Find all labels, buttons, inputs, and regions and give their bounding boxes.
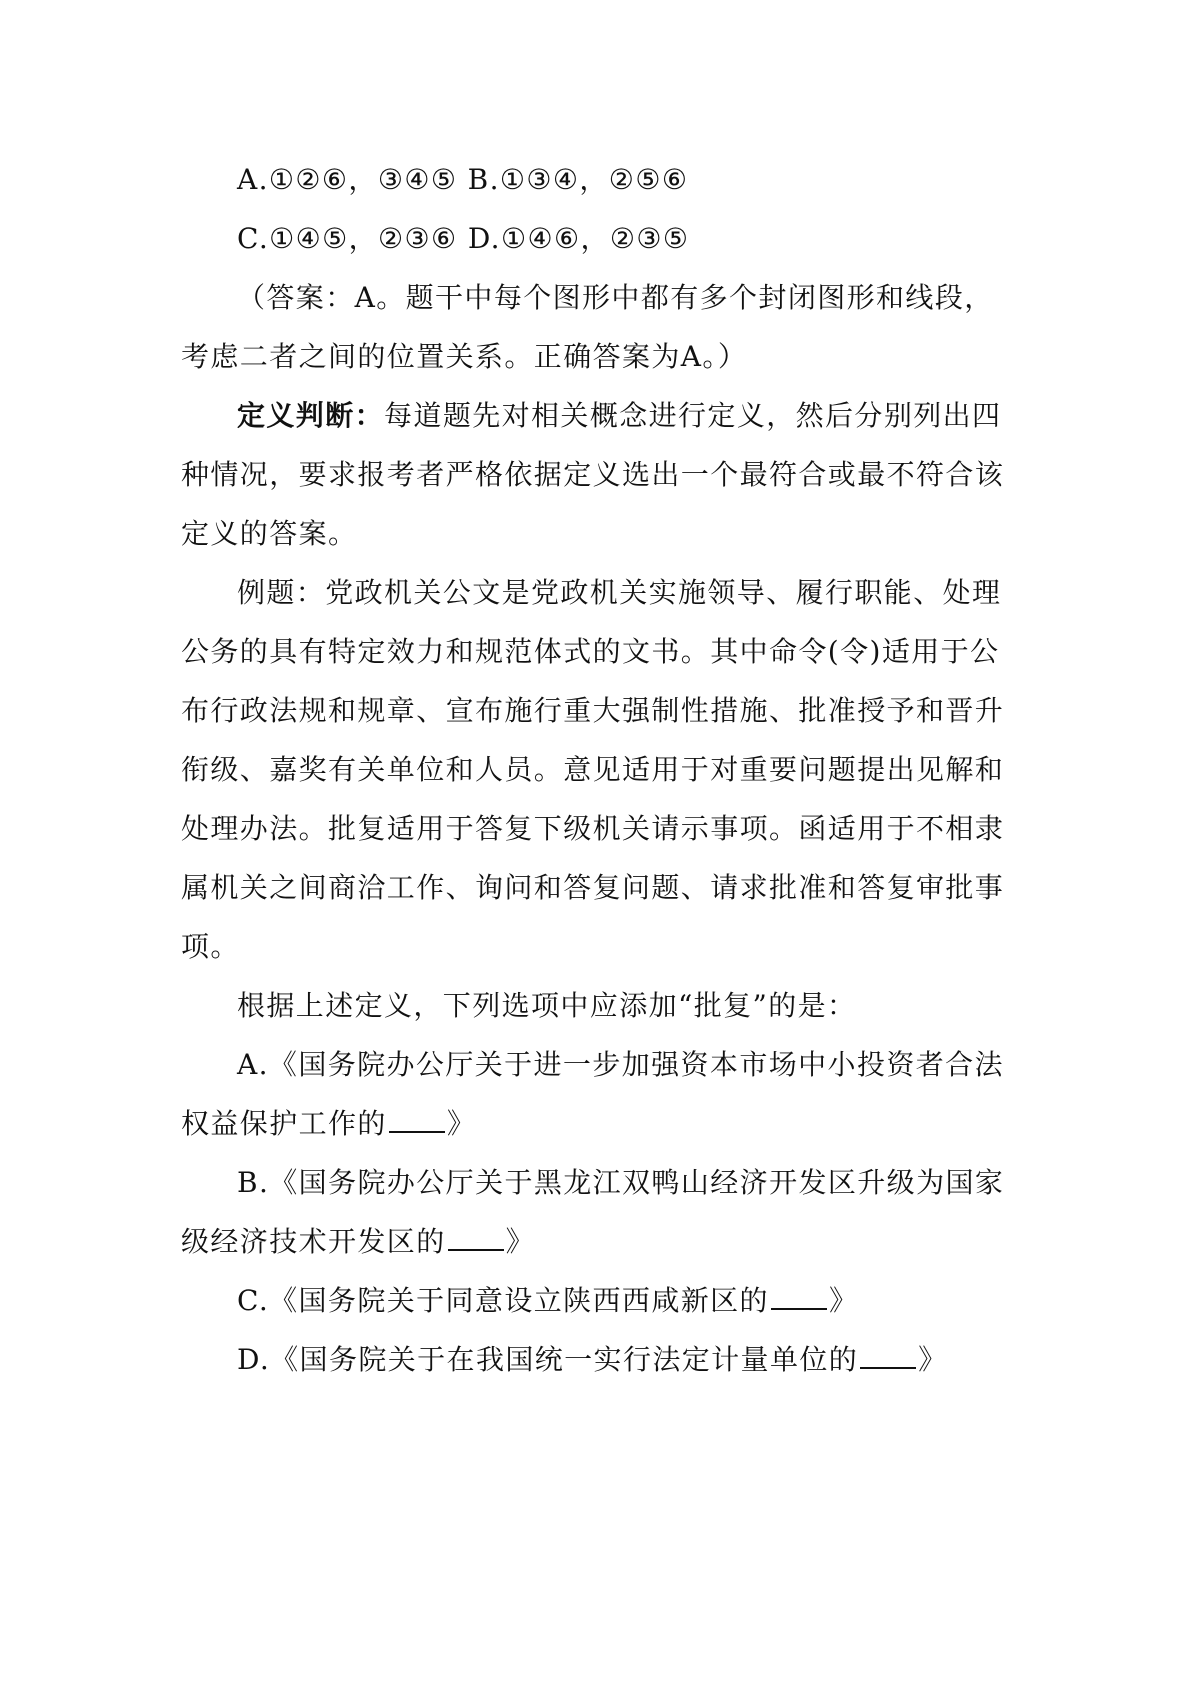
choice-d-close: 》	[918, 1343, 948, 1376]
choice-d	[181, 1330, 1011, 1389]
choice-c-close: 》	[828, 1284, 859, 1317]
previous-options-line-2: C.①④⑤，②③⑥ D.①④⑥，②③⑤	[237, 222, 690, 255]
definition-text: 每道题先对相关概念进行定义，然后分别列出四种情况，要求报考者严格依据定义选出一个最符合或最不符合该定义的答案。	[181, 399, 1005, 550]
choice-c	[181, 1271, 1011, 1330]
question-stem: 根据上述定义，下列选项中应添加“批复”的是：	[237, 989, 857, 1022]
example-paragraph: 例题：党政机关公文是党政机关实施领导、履行职能、处理公务的具有特定效力和规范体式的文书。其中命令(令)适用于公布行政法规和规章、宣布施行重大强制性措施、批准授予和晋升衔级、嘉奖有关单位和人员。意见适用于对重要问题提出见解和处理办法。批复适用于答复下级机关请示事项。函适用于不相隶属机关之间商洽工作、询问和答复问题、请求批准和答复审批事项。	[181, 576, 1005, 963]
choice-b-text: B.《国务院办公厅关于黑龙江双鸭山经济开发区升级为国家级经济技术开发区的	[181, 1166, 1005, 1258]
answer-blank	[389, 1109, 445, 1133]
choice-a-close: 》	[446, 1107, 477, 1140]
answer-blank	[448, 1227, 504, 1251]
definition-paragraph	[181, 386, 1011, 563]
choice-d-text: D.《国务院关于在我国统一实行法定计量单位的	[237, 1343, 859, 1376]
answer-blank	[771, 1286, 827, 1310]
answer-blank	[860, 1345, 916, 1369]
choice-a-text: A.《国务院办公厅关于进一步加强资本市场中小投资者合法权益保护工作的	[181, 1048, 1004, 1140]
document-body	[181, 150, 1011, 1389]
choice-b	[181, 1153, 1011, 1271]
choice-a	[181, 1035, 1011, 1153]
choice-b-close: 》	[505, 1225, 536, 1258]
choice-c-text: C.《国务院关于同意设立陕西西咸新区的	[237, 1284, 769, 1317]
answer-note: （答案：A。题干中每个图形中都有多个封闭图形和线段，考虑二者之间的位置关系。正确答案为A。）	[181, 281, 994, 373]
definition-heading: 定义判断：	[237, 399, 385, 432]
previous-options-line-1: A.①②⑥，③④⑤ B.①③④，②⑤⑥	[237, 163, 689, 196]
